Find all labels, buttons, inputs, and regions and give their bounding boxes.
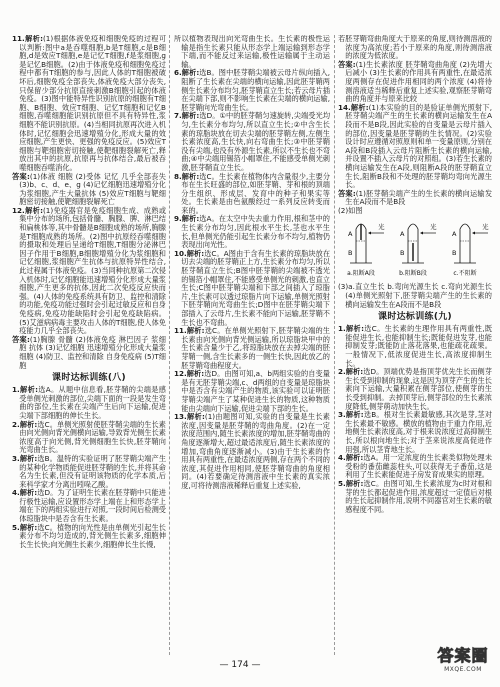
paragraph-text: 选C。单侧光照射使胚芽鞘尖端的生长素由向光侧向背光侧横向运输,导致背光侧生长素浓度高于向光侧,背光侧细胞生长快,胚芽鞘向光弯曲生长。 bbox=[19, 419, 166, 455]
item-label: 12.解析: bbox=[12, 205, 43, 215]
segment-b-label: B bbox=[452, 249, 457, 258]
paragraph-text: 选C。A图由于含有生长素的琼脂块放在切去尖端的胚芽鞘正上方,生长素分布均匀,所以胚芽鞘直立生长;B图中胚芽鞘的尖端被不透光的锡箔小帽罩住,不能感受单侧光的刺激,也直立生长;C图中胚芽鞘尖端和下部之间插入了琼脂片,生长素可以透过琼脂片向下运输,单侧光照射下胚芽鞘向光弯曲生长;D图中在胚芽鞘尖端下部插入了云母片,生长素不能向下运输,胚芽鞘不生长也不弯曲。 bbox=[181, 248, 330, 327]
answer-label: 答案: bbox=[338, 59, 356, 69]
item-label: 2.解析: bbox=[338, 367, 364, 377]
solution-paragraph bbox=[174, 112, 330, 172]
item-label: 10.解析: bbox=[174, 248, 205, 258]
section-heading: 课时达标训练(九) bbox=[378, 312, 452, 323]
paragraph-text: 选C。由图可知,生长素浓度为c时对根和芽的生长都起促进作用,浓度超过一定值后对根的生长起抑制作用,说明不同器官对生长素的敏感程度不同。 bbox=[345, 478, 492, 514]
paragraph-text: (1)由题图可知,实验的自变量是生长素浓度,因变量是胚芽鞘的弯曲角度。(2)在一定浓度范围内,随生长素浓度的增加,胚芽鞘弯曲的角度逐渐增大,超过最适浓度后,随生长素浓度的增加,弯曲角度逐渐减小。(3)由于生长素的作用具有两重性,在最适浓度两侧,存在两个不同的浓度,其促进作用相同,使胚芽鞘弯曲的角度相同。(4)若要确定待测溶液中生长素的真实浓度,可将待测溶液稀释后重复上述实验, bbox=[181, 412, 330, 490]
solution-paragraph bbox=[174, 413, 330, 490]
page-number: — 174 — bbox=[219, 660, 261, 670]
paragraph-text: (1)胸腺 骨髓 (2)体液免疫 淋巴因子 浆细胞 抗体 (3)记忆细胞 迅速增殖分化形成大量浆细胞 (4)防卫、监控和清除 自身免疫病 (5)T细胞 bbox=[19, 334, 166, 370]
solution-paragraph bbox=[338, 411, 492, 454]
coleoptile-figure-a bbox=[347, 222, 385, 277]
paragraph-text: 选C。植物的向光性是由单侧光引起生长素分布不均匀造成的,背光侧生长素多,细胞伸长生长快;向光侧生长素少,细胞伸长生长慢, bbox=[19, 522, 166, 549]
item-label: 9.解析: bbox=[174, 214, 200, 224]
paragraph-text: 若胚芽鞘弯曲角度大于原来的角度,则待测溶液的浓度为高浓度;若小于原来的角度,则待测溶液的浓度为低浓度。 bbox=[338, 35, 492, 61]
paragraph-text: 选B。根对生长素最敏感,其次是芽,茎对生长素最不敏感。横放的植物由于重力作用,近地侧生长素浓度高,对于根来说浓度过高抑制生长,所以根向地生长;对于茎来说浓度高促进作用强,所以茎背地生长。 bbox=[345, 410, 492, 454]
paragraph-text: (1)生长素浓度 胚芽鞘弯曲角度 (2)先增大后减小 (3)生长素的作用具有两重性,在最适浓度两侧存在促进作用相同的两个浓度 (4)将待测溶液适当稀释后重复上述实验,观察胚芽鞘弯曲的角度并与原来比较 bbox=[345, 59, 492, 104]
column-divider bbox=[169, 35, 170, 655]
paragraph-text: 选D。为了证明生长素在胚芽鞘中只能进行极性运输,应设置形态学上端在上和形态学上端在下的两组实验进行对照,一段时间后检测受体琼脂块中是否含有生长素。 bbox=[19, 488, 166, 524]
item-label: 1.解析: bbox=[338, 324, 364, 334]
solution-paragraph bbox=[174, 69, 330, 112]
solution-paragraph bbox=[12, 455, 166, 489]
answer-paragraph bbox=[338, 207, 492, 216]
figure-caption: c.不阻断 bbox=[453, 270, 477, 278]
solution-paragraph bbox=[12, 489, 166, 523]
answer-paragraph bbox=[12, 336, 166, 370]
solution-paragraph bbox=[338, 35, 492, 61]
paragraph-text: 选A。用一定浓度的生长素类似物处理未受粉的番茄雌蕊柱头,可以获得无子番茄,这是利用了生长素能促进子房发育成果实的原理。 bbox=[345, 453, 492, 480]
column-divider bbox=[334, 35, 335, 655]
item-label: 6.解析: bbox=[174, 68, 200, 78]
solution-paragraph bbox=[338, 454, 492, 480]
answer-label: 答案: bbox=[12, 171, 30, 181]
item-label: 12.解析: bbox=[174, 369, 205, 379]
item-label: 2.解析: bbox=[12, 419, 38, 429]
light-label: 光 bbox=[482, 223, 489, 232]
item-label: 4.解析: bbox=[338, 453, 364, 463]
item-label: 8.解析: bbox=[174, 171, 200, 181]
right-column bbox=[338, 35, 492, 655]
paragraph-text: (1)胚芽鞘尖端产生的生长素的横向运输发生在A段而不是B段 bbox=[345, 188, 492, 207]
light-label: 光 bbox=[430, 223, 437, 232]
segment-a-label: A bbox=[400, 230, 405, 239]
paragraph-text: 选B。温特的实验证明了胚芽鞘尖端产生的某种化学物质能促进胚芽鞘的生长,并将其命名为生长素,但没有证明该物质的化学本质,后来科学家才分离出吲哚乙酸。 bbox=[19, 453, 166, 489]
watermark-logo bbox=[428, 646, 498, 674]
solution-paragraph bbox=[12, 524, 166, 550]
item-label: 13.解析: bbox=[174, 412, 205, 422]
solution-paragraph bbox=[338, 480, 492, 514]
watermark-main-text: 答案圈 bbox=[437, 646, 489, 665]
paragraph-text: 选B。图中胚芽鞘尖端被云母片纵向插入,阻断了生长素在尖端的横向运输,因此胚芽鞘两侧生长素分布均匀,胚芽鞘直立生长;若云母片插在尖端下部,则不影响生长素在尖端的横向运输,胚芽鞘向光弯曲生长。 bbox=[181, 68, 330, 112]
solution-paragraph bbox=[174, 35, 330, 69]
paragraph-text: 选D。由图可知,a、b两组实验的自变量是有无胚芽鞘尖端,c、d两组的自变量是琼脂块中是否含有尖端产生的物质,该实验可以证明胚芽鞘尖端产生了某种促进生长的物质,这种物质能由尖端向下运输,促进尖端下部的生长。 bbox=[181, 369, 330, 413]
item-label: 11.解析: bbox=[12, 35, 43, 43]
solution-paragraph bbox=[174, 215, 330, 249]
left-column bbox=[12, 35, 166, 655]
item-label: 14.解析: bbox=[338, 102, 369, 112]
solution-paragraph bbox=[12, 207, 166, 336]
paragraph-text: (1)根据体液免疫和细胞免疫的过程可以判断:图中a是吞噬细胞,b是T细胞,c是B细胞,d是效应T细胞,e是记忆T细胞,f是浆细胞,g是记忆B细胞。(2)由于体液免疫和细胞免疫过程中都有T细胞的参与,因此人体的T细胞被破坏后,细胞免疫全部丧失,体液免疫大部分丧失,只保留少部分抗原直接刺激B细胞引起的体液免疫。(3)图中能特异性识别抗原的细胞有T细胞、B细胞、效应T细胞、记忆T细胞和记忆B细胞,吞噬细胞能识别抗原但不具有特异性,浆细胞不能识别抗原。(4)当相同抗原再次进入机体时,记忆细胞会迅速增殖分化,形成大量的效应细胞,产生更快、更强的免疫反应。(5)效应T细胞与靶细胞密切接触,使靶细胞裂解死亡,释放出其中的抗原,抗原再与抗体结合,最后被吞噬细胞吞噬消化。 bbox=[19, 35, 166, 172]
paragraph-text: (1)体液 细胞 (2)受体 记忆 几乎全部丧失 (3)b、c、d、e、g (4)记忆细胞迅速增殖分化为浆细胞,产生大量抗体 (5)效应T细胞与靶细胞密切接触,使靶细胞裂解死亡 bbox=[19, 171, 166, 207]
watermark-url-text: MXQE.COM bbox=[444, 666, 482, 673]
figure-caption: a.阻断A段 bbox=[347, 270, 375, 278]
segment-a-label: A bbox=[348, 230, 353, 239]
paragraph-text: 选C。在单侧光照射下,胚芽鞘尖端的生长素由向光侧向背光侧运输,所以琼脂块甲中的生长素含量少于乙,将琼脂块放在去掉尖端的胚芽鞘一侧,含生长素多的一侧生长快,因此放乙的胚芽鞘弯曲程度大。 bbox=[181, 326, 330, 370]
item-label: 4.解析: bbox=[12, 488, 38, 498]
coleoptile-experiment-diagram bbox=[338, 217, 492, 281]
light-label: 光 bbox=[378, 223, 385, 232]
paragraph-text: 选C。生长素的生理作用具有两重性,既能促进生长,也能抑制生长;既能促进发芽,也能抑制发芽;既能防止落花落果,也能疏花疏果。一般情况下,低浓度促进生长,高浓度抑制生长。 bbox=[345, 324, 492, 368]
answer-paragraph bbox=[338, 283, 492, 309]
item-label: 7.解析: bbox=[174, 111, 200, 121]
item-label: 5.解析: bbox=[12, 522, 38, 532]
paragraph-text: 选C。生长素在植物体内含量很少,主要分布在生长旺盛的部位,如胚芽鞘、芽和根的顶端分生组织、形成层、发育中的种子和果实等处。生长素是由色氨酸经过一系列反应转变而来的。 bbox=[181, 171, 330, 215]
answer-paragraph bbox=[338, 190, 492, 207]
segment-b-label: B bbox=[400, 249, 405, 258]
paragraph-text: 选D。①中的胚芽鞘匀速旋转,尖端受光均匀,生长素分布均匀,所以直立生长;②中含生长素的琼脂块放在切去尖端的胚芽鞘左侧,左侧生长素浓度高,生长快,向右弯曲生长;③中胚芽鞘没有尖端,也没有外源生长素,所以不生长也不弯曲;④中尖端用锡箔小帽罩住,不能感受单侧光刺激,胚芽鞘直立生长。 bbox=[181, 111, 330, 172]
figure-caption: b.阻断B段 bbox=[399, 270, 427, 278]
paragraph-text: (3)a.直立生长 b.弯向光源生长 c.弯向光源生长 (4)单侧光照射下,胚芽鞘尖端产生的生长素的横向运输发生在A段而不是B段 bbox=[338, 282, 492, 309]
paragraph-text: (1)免疫器官是免疫细胞生成、成熟或集中分布的场所,包括骨髓、胸腺、脾、淋巴结和扁桃体等,其中骨髓是B细胞成熟的场所,胸腺是T细胞成熟的场所。(2)图中抗原经吞噬细胞的摄取和处理后呈递给T细胞,T细胞分泌淋巴因子作用于B细胞,B细胞增殖分化为浆细胞和记忆细胞,浆细胞产生抗体与抗原特异性结合,此过程属于体液免疫。(3)当同种抗原第二次侵入机体时,记忆细胞能迅速增殖分化形成大量浆细胞,产生更多的抗体,因此二次免疫反应快而强。(4)人体的免疫系统具有防卫、监控和清除的功能,免疫功能过强时会引起过敏反应和自身免疫病,免疫功能缺陷时会引起免疫缺陷病。(5)艾滋病病毒主要攻击人体的T细胞,使人体免疫能力几乎全部丧失。 bbox=[19, 205, 166, 336]
paragraph-text: 选A。从题中信息看,胚芽鞘的尖端是感受单侧光刺激的部位,尖端下面的一段是发生弯曲的部位,生长素在尖端产生后向下运输,促进尖端下部细胞的伸长生长。 bbox=[19, 385, 166, 420]
solution-paragraph bbox=[174, 250, 330, 327]
item-label: 3.解析: bbox=[12, 453, 38, 463]
paragraph-text: (1)本实验的目的是验证单侧光照射下,胚芽鞘尖端产生的生长素的横向运输发生在A段而不是B段,因此实验的自变量是云母片插入的部位,因变量是胚芽鞘的生长情况。(2)实验设计时应遵循对照原则和单一变量原则,分别在A段和B段插入云母片阻断生长素的横向运输,并设置不插入云母片的对照组。(3)若生长素的横向运输发生在A段,则阻断A段的胚芽鞘直立生长,阻断B段和不处理的胚芽鞘均弯向光源生长。 bbox=[345, 102, 492, 190]
item-label: 1.解析: bbox=[12, 385, 38, 395]
segment-a-label: A bbox=[452, 230, 457, 239]
solution-paragraph bbox=[174, 370, 330, 413]
solution-paragraph bbox=[338, 104, 492, 190]
section-heading: 课时达标训练(八) bbox=[52, 373, 126, 384]
item-label: 5.解析: bbox=[338, 478, 364, 488]
solution-paragraph bbox=[12, 386, 166, 420]
solution-paragraph bbox=[174, 173, 330, 216]
item-label: 11.解析: bbox=[174, 326, 205, 336]
answer-paragraph bbox=[338, 61, 492, 104]
solution-paragraph bbox=[12, 421, 166, 455]
paragraph-text: (2)如图 bbox=[338, 205, 363, 215]
coleoptile-figure-b bbox=[399, 222, 437, 277]
paragraph-text: 所以植物表现出向光弯曲生长。生长素的极性运输是指生长素只能从形态学上端运输到形态学下端,而不能反过来运输,极性运输属于主动运输。 bbox=[174, 35, 330, 69]
coleoptile-figure-c bbox=[452, 222, 489, 277]
paragraph-text: 选A。在太空中失去重力作用,根和茎中的生长素分布均匀,因此根水平生长,茎也水平生长,但单侧光仍能引起生长素分布不均匀,植物仍表现出向光性。 bbox=[181, 214, 330, 250]
middle-column bbox=[174, 35, 330, 655]
solution-paragraph bbox=[174, 327, 330, 370]
solution-paragraph bbox=[338, 325, 492, 368]
answer-label: 答案: bbox=[338, 188, 356, 198]
answer-paragraph bbox=[12, 173, 166, 207]
answer-label: 答案: bbox=[12, 334, 30, 344]
solution-paragraph bbox=[12, 35, 166, 173]
item-label: 3.解析: bbox=[338, 410, 364, 420]
solution-paragraph bbox=[338, 368, 492, 411]
paragraph-text: 选D。顶端优势是指顶芽优先生长而侧芽生长受到抑制的现象,这是因为顶芽产生的生长素向下运输,大量积累在侧芽部位,使侧芽的生长受到抑制。去掉顶芽后,侧芽部位的生长素浓度降低,侧芽萌动加快生长。 bbox=[345, 367, 492, 411]
segment-b-label: B bbox=[348, 249, 353, 258]
